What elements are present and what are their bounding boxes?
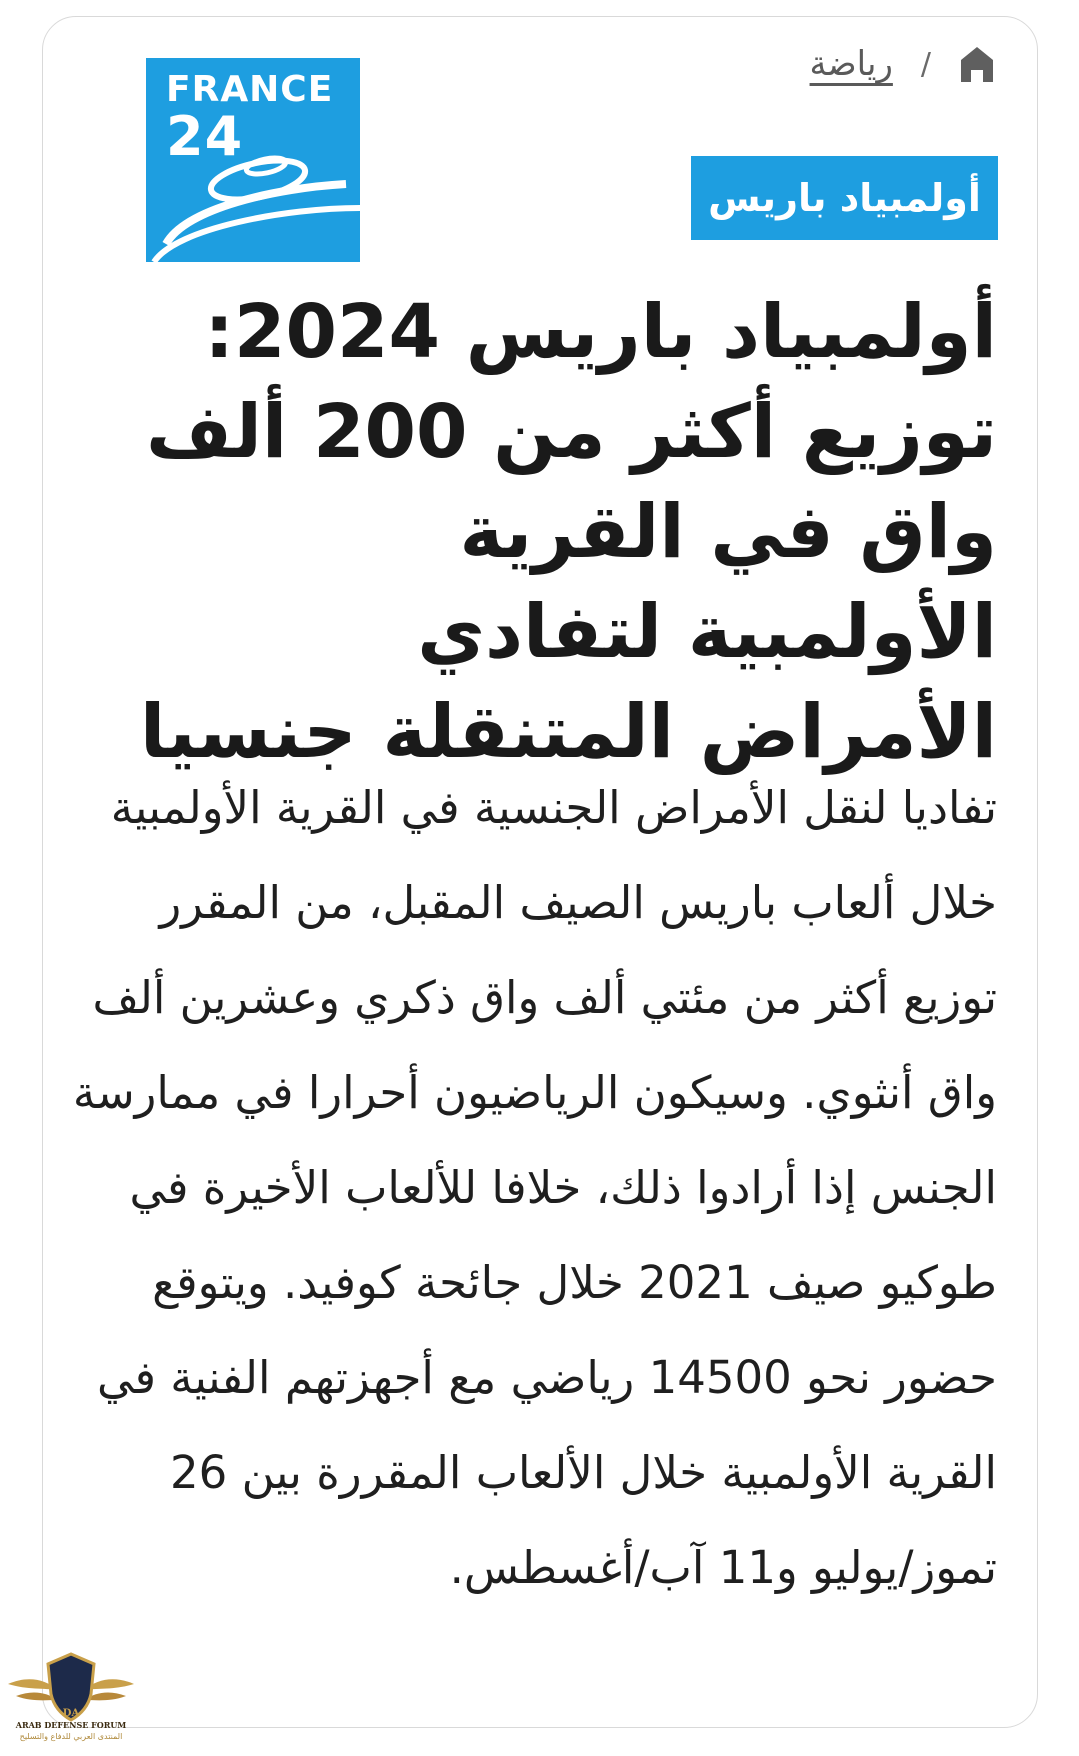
category-tag[interactable]: أولمبياد باريس [691, 156, 998, 240]
breadcrumb-separator: / [920, 46, 931, 82]
shield-wings-icon [6, 1650, 136, 1722]
breadcrumb-section-link[interactable]: رياضة [809, 44, 893, 84]
breadcrumb [810, 44, 997, 84]
article-headline: أولمبياد باريس 2024: توزيع أكثر من 200 ألف واق في القرية الأولمبية لتفادي الأمراض المتنقلة جنسيا [139, 289, 997, 775]
home-icon[interactable] [957, 44, 997, 84]
france24-logo[interactable] [146, 58, 360, 262]
watermark-name: ARAB DEFENSE FORUM [15, 1720, 127, 1730]
article-body: تفاديا لنقل الأمراض الجنسية في القرية الأولمبية خلال ألعاب باريس الصيف المقبل، من المقرر توزيع أكثر من مئتي ألف واق ذكري وعشرين ألف واق أنثوي. وسيكون الرياضيون أحرارا في ممارسة الجنس إذا أرادوا ذلك، خلافا للألعاب الأخيرة في طوكيو صيف 2021 خلال جائحة كوفيد. ويتوقع حضور نحو 14500 رياضي مع أجهزتهم الفنية في القرية الأولمبية خلال الألعاب المقررة بين 26 تموز/يوليو و11 آب/أغسطس. [72, 781, 997, 1594]
watermark [6, 1650, 136, 1750]
watermark-subtitle: المنتدى العربي للدفاع والتسليح [19, 1732, 123, 1741]
watermark-initials: DA [62, 1708, 80, 1719]
logo-number: 24 [166, 105, 244, 168]
logo-wordmark: FRANCE [166, 69, 334, 110]
